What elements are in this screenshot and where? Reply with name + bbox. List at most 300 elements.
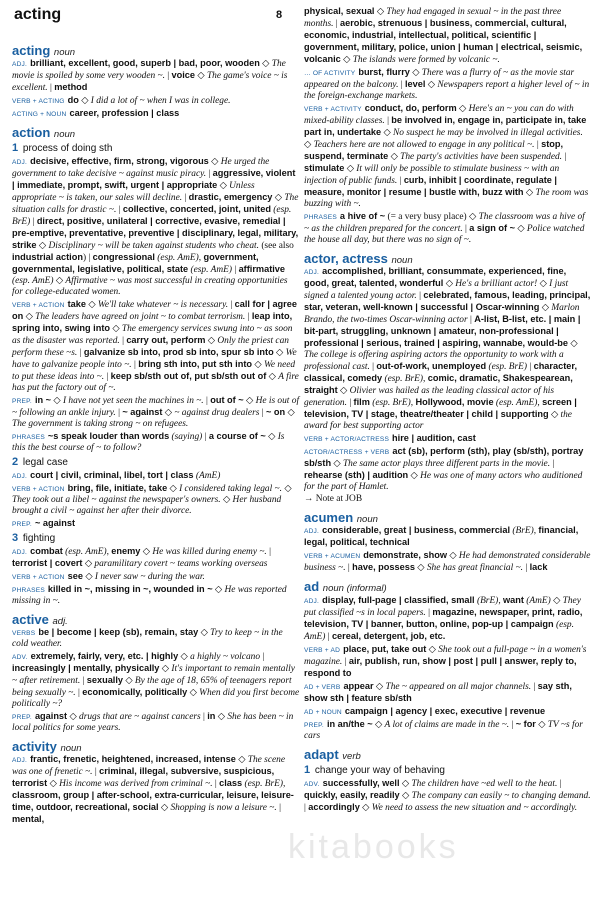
collocate: ~s speak louder than words (47, 431, 170, 442)
separator: ◇ (51, 396, 63, 407)
separator: | (557, 778, 562, 789)
collocate: have, possess (352, 562, 415, 573)
separator: ◇ (344, 164, 357, 174)
separator: | (398, 80, 405, 90)
collocation-label: ADV. (304, 780, 320, 788)
separator: (see also (258, 241, 294, 252)
example-sentence: (esp. AmE) (495, 398, 538, 409)
collocate: physical, sexual (304, 6, 375, 16)
example-sentence: (esp. BrE) (488, 362, 527, 373)
example-sentence: The islands were formed by volcanic ~. (352, 55, 500, 65)
separator: ◇ (443, 279, 456, 290)
separator: → Note at JOB (304, 494, 363, 505)
collocation-block (12, 108, 300, 120)
example-sentence: Only the priest can perform these ~s. (12, 336, 289, 359)
collocation-block (12, 299, 300, 394)
sense-heading (12, 142, 300, 155)
example-sentence: Olivier was hailed as the leading classical actor of his generation. (304, 386, 555, 409)
collocate: hire | audition, cast (392, 433, 476, 444)
dictionary-entry (12, 125, 300, 607)
collocation-label: PHRASES (304, 214, 337, 221)
separator: ◇ (235, 755, 248, 766)
collocation-label: VERB + ACTION (12, 302, 65, 310)
collocate: sexually (86, 675, 124, 686)
example-sentence: When did you first become politically ~? (12, 688, 300, 710)
example-sentence: I did a lot of ~ when I was in college. (90, 96, 231, 107)
separator: | (47, 83, 55, 94)
separator: | (75, 688, 83, 699)
collocate: a course of ~ (208, 431, 266, 442)
collocate: character, classical, comedy (304, 361, 577, 384)
collocate: killed in ~, missing in ~, wounded in ~ (47, 583, 213, 594)
separator: ◇ (53, 276, 66, 287)
separator: ◇ (372, 719, 385, 730)
collocation-label: PHRASES (12, 586, 45, 594)
collocation-label: VERB + ACUMEN (304, 553, 361, 561)
collocation-block (304, 525, 592, 549)
example-sentence: We'll take whatever ~ is necessary. (97, 300, 229, 311)
collocate: out of ~ (210, 395, 244, 406)
separator: ◇ (537, 279, 550, 290)
collocation-label: VERB + ACTOR/ACTRESS (304, 436, 390, 444)
example-sentence: TV ~s for cars (304, 719, 583, 741)
example-sentence: Police watched the house all day, but there was no sign of ~. (304, 224, 585, 245)
sense-number: 1 (304, 763, 311, 776)
collocate: ~ against (122, 407, 163, 418)
separator: ◇ (425, 80, 438, 90)
part-of-speech: noun (391, 255, 413, 266)
collocation-label: ADJ. (304, 528, 320, 536)
separator: ◇ (272, 193, 285, 204)
collocate: a sign of ~ (469, 223, 515, 233)
collocation-label: ADV. (12, 654, 28, 662)
collocate: direct, positive, unilateral | corrective, evasive, remedial | pre-emptive, preventative, preventive | disciplinary, legal, military, strike (12, 216, 299, 251)
collocation-label: ADJ. (12, 159, 28, 167)
collocate: frantic, frenetic, heightened, increased, intense (30, 754, 236, 765)
collocate: say sth, show sth | feature sb/sth (304, 680, 572, 703)
watermark: kitabooks (288, 828, 459, 866)
collocate: leap into, spring into, swing into (12, 311, 293, 334)
separator: | (266, 546, 271, 557)
example-sentence: He was one of many actors who auditioned for the part of Hamlet. (304, 471, 583, 493)
separator: ◇ (212, 584, 225, 595)
separator: | (164, 71, 172, 82)
separator: (= a very busy place) ◇ (385, 212, 479, 222)
separator: ◇ (243, 396, 256, 407)
separator: | (200, 712, 208, 723)
example-sentence: Her husband brought a civil ~ against her after their divorce. (12, 495, 282, 517)
collocate: financial, legal, political, technical (304, 525, 579, 548)
collocation-block (12, 483, 300, 517)
collocation-label: ADJ. (12, 61, 28, 69)
collocate: stimulate (304, 163, 345, 173)
sense-heading (12, 532, 300, 545)
collocation-block (304, 494, 592, 505)
collocate: ~ on (265, 407, 286, 418)
separator: ◇ (399, 790, 412, 801)
example-sentence: Unless appropriate ~ is taken, our sales will decline. (12, 181, 255, 204)
dictionary-entry (12, 612, 300, 734)
example-sentence: They had engaged in sexual ~ in the past three months. (304, 7, 562, 29)
separator: ◇ (23, 312, 36, 323)
collocate: in (207, 711, 216, 722)
collocate: congressional (92, 252, 155, 263)
example-sentence: He had demonstrated considerable business ~. (304, 551, 591, 574)
collocate: extremely, fairly, very, etc. | highly (30, 651, 179, 662)
sense-gloss: fighting (20, 533, 56, 545)
collocate: voice (171, 70, 196, 81)
example-sentence: I have not yet seen the machines in ~. (62, 396, 204, 407)
collocation-label: PHRASES (12, 434, 45, 442)
collocate: accordingly (308, 801, 360, 812)
separator: ◇ (78, 96, 91, 107)
collocation-block (304, 644, 592, 680)
example-sentence: He's a brilliant actor! (455, 279, 538, 290)
collocate: celebrated, famous, leading, principal, star, veteran, well-known | successful | Oscar-winning (304, 290, 591, 313)
collocate: carry out, perform (126, 335, 206, 346)
example-sentence: Shopping is now a leisure ~. (170, 803, 277, 814)
collocation-block (12, 627, 300, 650)
example-sentence: Marlon Brando, the two-times Oscar-winning actor (304, 303, 580, 326)
collocate: film (353, 397, 370, 408)
part-of-speech: noun (53, 129, 76, 141)
collocate: brilliant, excellent, good, superb | bad, poor, wooden (30, 58, 260, 69)
collocate: class (219, 778, 243, 789)
collocation-label: VERB + ACTING (12, 98, 65, 106)
example-sentence: She took out a full-page ~ in a women's magazine. (304, 644, 587, 667)
part-of-speech: verb (342, 750, 361, 762)
separator: ◇ (158, 803, 171, 814)
collocate: affirmative (238, 264, 286, 275)
part-of-speech: noun (informal) (322, 583, 387, 595)
separator: | (104, 372, 111, 383)
separator: ◇ (205, 336, 218, 347)
collocation-block (304, 595, 592, 643)
collocate: screen | television, TV | stage, theatre/theater | child | supporting (304, 397, 577, 420)
separator: | (212, 779, 220, 790)
headword: adapt verb (304, 746, 361, 762)
dictionary-entry (12, 739, 300, 826)
sense-gloss: change your way of behaving (312, 764, 445, 776)
collocate: A-list, B-list, etc. | main | bit-part, struggling, unknown | amateur, non-professional | professional | serious, trained | aspiring, wannabe, would-be (304, 314, 581, 349)
example-sentence: The company can easily ~ to changing demand. (411, 790, 591, 801)
example-sentence: It's important to remain mentally ~ after retirement. (12, 664, 295, 687)
collocate: campaign | agency | exec, executive | revenue (344, 705, 546, 716)
collocate: decisive, effective, firm, strong, vigorous (30, 156, 209, 167)
example-sentence: The ~ appeared on all major channels. (385, 681, 532, 692)
dictionary-entry (304, 251, 592, 505)
collocate: keep sb/sth out of, put sb/sth out of (110, 371, 267, 382)
separator: ◇ (159, 664, 172, 675)
collocate: out-of-work, unemployed (376, 361, 487, 372)
separator: ) | (82, 253, 93, 264)
separator: ◇ (198, 628, 211, 639)
separator: | (77, 348, 84, 359)
separator: ◇ (548, 410, 561, 421)
collocation-label: ADJ. (12, 757, 28, 765)
separator: | (397, 176, 404, 186)
collocate: take (67, 299, 87, 310)
example-sentence: Here's an ~ you can do with mixed-ability classes. (304, 104, 574, 126)
example-sentence: a highly ~ volcano (190, 652, 261, 663)
separator: ◇ (266, 372, 279, 383)
collocation-label: ADJ. (304, 269, 320, 277)
separator: ◇ (399, 778, 412, 789)
separator: ◇ (331, 459, 343, 470)
collocate: air, publish, run, show | post | pull | answer, reply to, respond to (304, 655, 577, 678)
collocation-block (304, 706, 592, 718)
separator: | (462, 224, 470, 234)
example-sentence: By the age of 18, 65% of teenagers report being sexually ~. (12, 676, 292, 699)
example-sentence: Newspapers report a higher level of ~ in the foreign-exchange markets. (304, 80, 590, 101)
separator: ◇ (265, 432, 278, 443)
example-sentence: (esp. BrE) (384, 374, 424, 385)
example-sentence: Is this the best course of ~ to follow? (12, 432, 285, 454)
collocation-label: VERB + ACTION (12, 573, 65, 581)
collocation-label: ACTING + NOUN (12, 111, 67, 119)
collocate: against (34, 711, 68, 722)
collocate: want (503, 594, 524, 605)
collocation-block (12, 395, 300, 430)
separator: | (369, 362, 377, 373)
separator: ◇ (123, 676, 135, 687)
collocate: stop, suspend, terminate (304, 139, 564, 161)
collocate: collective, concerted, joint, united (122, 204, 271, 215)
collocation-block (12, 754, 300, 826)
separator: | (550, 459, 555, 470)
separator: ◇ (195, 71, 207, 82)
part-of-speech: adj. (52, 615, 68, 627)
collocation-label: ADJ. (12, 548, 28, 556)
example-sentence: No suspect he may be involved in illegal activities. (393, 128, 583, 138)
example-sentence: drugs that are ~ against cancers (79, 712, 201, 723)
separator: | (119, 336, 127, 347)
collocate: curb, inhibit | coordinate, regulate | measure, monitor | resume | bustle with, buzz with (304, 175, 557, 197)
collocate: aggressive, violent | immediate, prompt, swift, urgent | appropriate (12, 168, 296, 191)
collocation-label: … OF ACTIVITY (304, 70, 356, 77)
separator: | (534, 140, 542, 150)
example-sentence: His income was derived from criminal ~. (59, 779, 213, 790)
separator: ◇ (567, 339, 578, 350)
separator: ◇ (220, 495, 233, 506)
separator: ◇ (36, 241, 49, 252)
collocate: career, profession | class (69, 108, 180, 119)
collocate: aerobic, strenuous | business, commercial, cultural, economic, industrial, intellectual, political, scientific | government, military, police, union | human | electrical, seismic, volcanic (304, 18, 583, 64)
headword: acumen noun (304, 510, 378, 526)
separator: | (384, 116, 392, 126)
collocation-label: PREP. (304, 721, 324, 729)
separator: ◇ (82, 571, 95, 582)
separator: ◇ (304, 140, 314, 150)
separator: | (182, 193, 189, 204)
separator: ◇ (523, 188, 536, 198)
collocation-label: PREP. (12, 398, 32, 406)
separator: | (259, 408, 266, 419)
example-sentence: (BrE) (512, 526, 534, 537)
collocate: cereal, detergent, job, etc. (331, 630, 446, 641)
collocate: conduct, do, perform (364, 103, 457, 113)
separator: ◇ (539, 303, 552, 314)
separator: | (116, 205, 123, 216)
collocate: level (405, 79, 426, 89)
collocate: be | become | keep (sb), remain, stay (38, 627, 199, 638)
collocate: mental, (12, 814, 45, 825)
separator: , (423, 374, 428, 385)
example-sentence: She has great financial ~. (426, 563, 523, 574)
separator: ◇ (337, 386, 350, 397)
separator: | (260, 652, 265, 663)
example-sentence: I just signed a talented young actor. (304, 279, 569, 302)
collocate: rehearse (sth) | audition (304, 470, 409, 481)
right-column (304, 6, 592, 819)
headword: action noun (12, 125, 76, 141)
separator: | (115, 408, 123, 419)
sense-number: 1 (12, 142, 19, 155)
separator: | (345, 563, 353, 574)
example-sentence: Teachers here are not allowed to engage in any political ~. (313, 140, 535, 150)
separator: | (333, 19, 341, 29)
collocate: in an/the ~ (326, 718, 373, 729)
separator: ◇ (162, 408, 175, 419)
separator: , (537, 398, 543, 409)
collocate: ~ against (34, 518, 76, 529)
headword: actor, actress noun (304, 251, 413, 266)
example-sentence: The party's activities have been suspended. (400, 152, 563, 162)
collocation-block (12, 470, 300, 482)
separator: ◇ (340, 55, 353, 65)
separator: ◇ (208, 157, 221, 168)
separator: ◇ (217, 181, 230, 192)
collocate: ~ for (515, 718, 536, 729)
example-sentence: (esp. BrE) (12, 205, 292, 228)
separator: | (92, 767, 100, 778)
dictionary-entry (304, 6, 592, 246)
example-sentence: He urged the government to take decisive ~ against music piracy. (12, 157, 270, 180)
separator: | (245, 312, 252, 323)
separator: ◇ (426, 644, 439, 655)
separator: ◇ (110, 324, 122, 335)
collocation-block (304, 266, 592, 432)
example-sentence: The room was buzzing with ~. (304, 188, 589, 209)
collocation-block (12, 431, 300, 454)
page-number: 8 (276, 9, 283, 21)
collocate: terrorist | covert (12, 557, 83, 568)
example-sentence: (esp. AmE) (157, 253, 199, 264)
example-sentence: The same actor plays three different parts in the movie. (342, 459, 551, 470)
collocate: classroom, group | after-school, extra-curricular, leisure, leisure-time, outdoor, recreational, social (12, 790, 294, 813)
collocation-block (12, 584, 300, 607)
collocate: criminal, illegal, subversive, suspicious, terrorist (12, 766, 275, 789)
example-sentence: I never saw ~ during the war. (94, 571, 205, 582)
separator: ◇ (414, 563, 427, 574)
collocation-block (12, 58, 300, 94)
collocation-label: ACTOR/ACTRESS + VERB (304, 449, 390, 457)
separator: | (425, 607, 433, 618)
separator: | (416, 291, 424, 302)
example-sentence: (esp. AmE) (12, 276, 54, 287)
collocate: bring, file, initiate, take (67, 483, 168, 494)
collocate: do (67, 95, 79, 106)
example-sentence: He was killed during enemy ~. (152, 546, 267, 557)
example-sentence: She has been ~ in local politics for some years. (12, 712, 294, 734)
example-sentence: (AmE) (526, 595, 551, 606)
separator: | (276, 803, 281, 814)
running-head: acting (14, 6, 62, 23)
collocate: economically, politically (82, 687, 188, 698)
example-sentence: There was a flurry of ~ as the movie star appeared on the balcony. (304, 68, 575, 90)
collocate: quickly, easily, readily (304, 789, 400, 800)
example-sentence: the award for best supporting actor (304, 410, 572, 432)
example-sentence: The game's voice ~ is excellent. (12, 71, 288, 94)
separator: | (527, 362, 534, 373)
sense-heading (12, 456, 300, 469)
example-sentence: They put classified ~s in local papers. (304, 595, 581, 618)
separator: ◇ (409, 68, 422, 78)
separator: | (80, 676, 87, 687)
separator: ◇ (259, 59, 272, 70)
collocate: combat (30, 545, 63, 556)
dictionary-entry (304, 579, 592, 741)
collocation-block (12, 546, 300, 570)
collocate: successfully, well (322, 777, 400, 788)
separator: ◇ (388, 152, 401, 162)
collocate: display, full-page | classified, small (322, 594, 475, 605)
collocation-label: AD + NOUN (304, 708, 342, 716)
example-sentence: Affirmative ~ was most successful in creating opportunities for college-educated women. (12, 276, 288, 298)
example-sentence: The children have ~ed well to the heat. (411, 778, 558, 789)
collocation-label: VERB + ACTIVITY (304, 106, 362, 113)
collocation-block (304, 681, 592, 705)
example-sentence: Disciplinary ~ will be taken against students who cheat. (48, 241, 259, 252)
collocation-label: ADJ. (12, 473, 28, 481)
example-sentence: The situation calls for drastic ~. (12, 193, 299, 216)
sense-gloss: process of doing sth (20, 143, 113, 155)
headword: ad noun (informal) (304, 579, 387, 595)
example-sentence: (BrE) (476, 595, 499, 606)
separator: | (346, 398, 354, 409)
collocation-block (304, 719, 592, 742)
example-sentence: We need to assess the new situation and ~ accordingly. (371, 802, 578, 813)
headword: acting noun (12, 43, 76, 58)
example-sentence: The classroom was a hive of ~ as the children prepared for the concert. (304, 212, 585, 234)
collocate: place, put, take out (343, 643, 427, 654)
separator: | (509, 719, 516, 730)
separator: | (531, 681, 538, 692)
separator: ◇ (140, 546, 153, 557)
collocate: demonstrate, show (363, 550, 448, 561)
sense-heading (304, 764, 592, 777)
collocate: call for | agree on (12, 299, 297, 322)
separator: | (131, 360, 139, 371)
collocate: increasingly | mentally, physically (12, 663, 160, 674)
collocation-block (304, 778, 592, 814)
separator: ◇ (514, 224, 527, 234)
part-of-speech: noun (60, 743, 82, 755)
separator: , (410, 398, 416, 409)
example-sentence: (esp. AmE) (65, 546, 107, 557)
part-of-speech: noun (356, 514, 378, 526)
example-sentence: A lot of claims are made in the ~. (384, 719, 510, 730)
collocate: be involved in, engage in, participate in, take part in, undertake (304, 115, 587, 137)
example-sentence: The scene was one of frenetic ~. (12, 755, 285, 778)
example-sentence: ~ against drug dealers (174, 408, 260, 419)
collocation-label: VERB + AD (304, 646, 341, 654)
collocation-block (304, 446, 592, 493)
separator: ◇ (408, 471, 421, 482)
collocate: in ~ (34, 395, 52, 406)
example-sentence: The movie is spoiled by some very wooden ~. (12, 59, 286, 82)
headword: activity noun (12, 739, 82, 755)
